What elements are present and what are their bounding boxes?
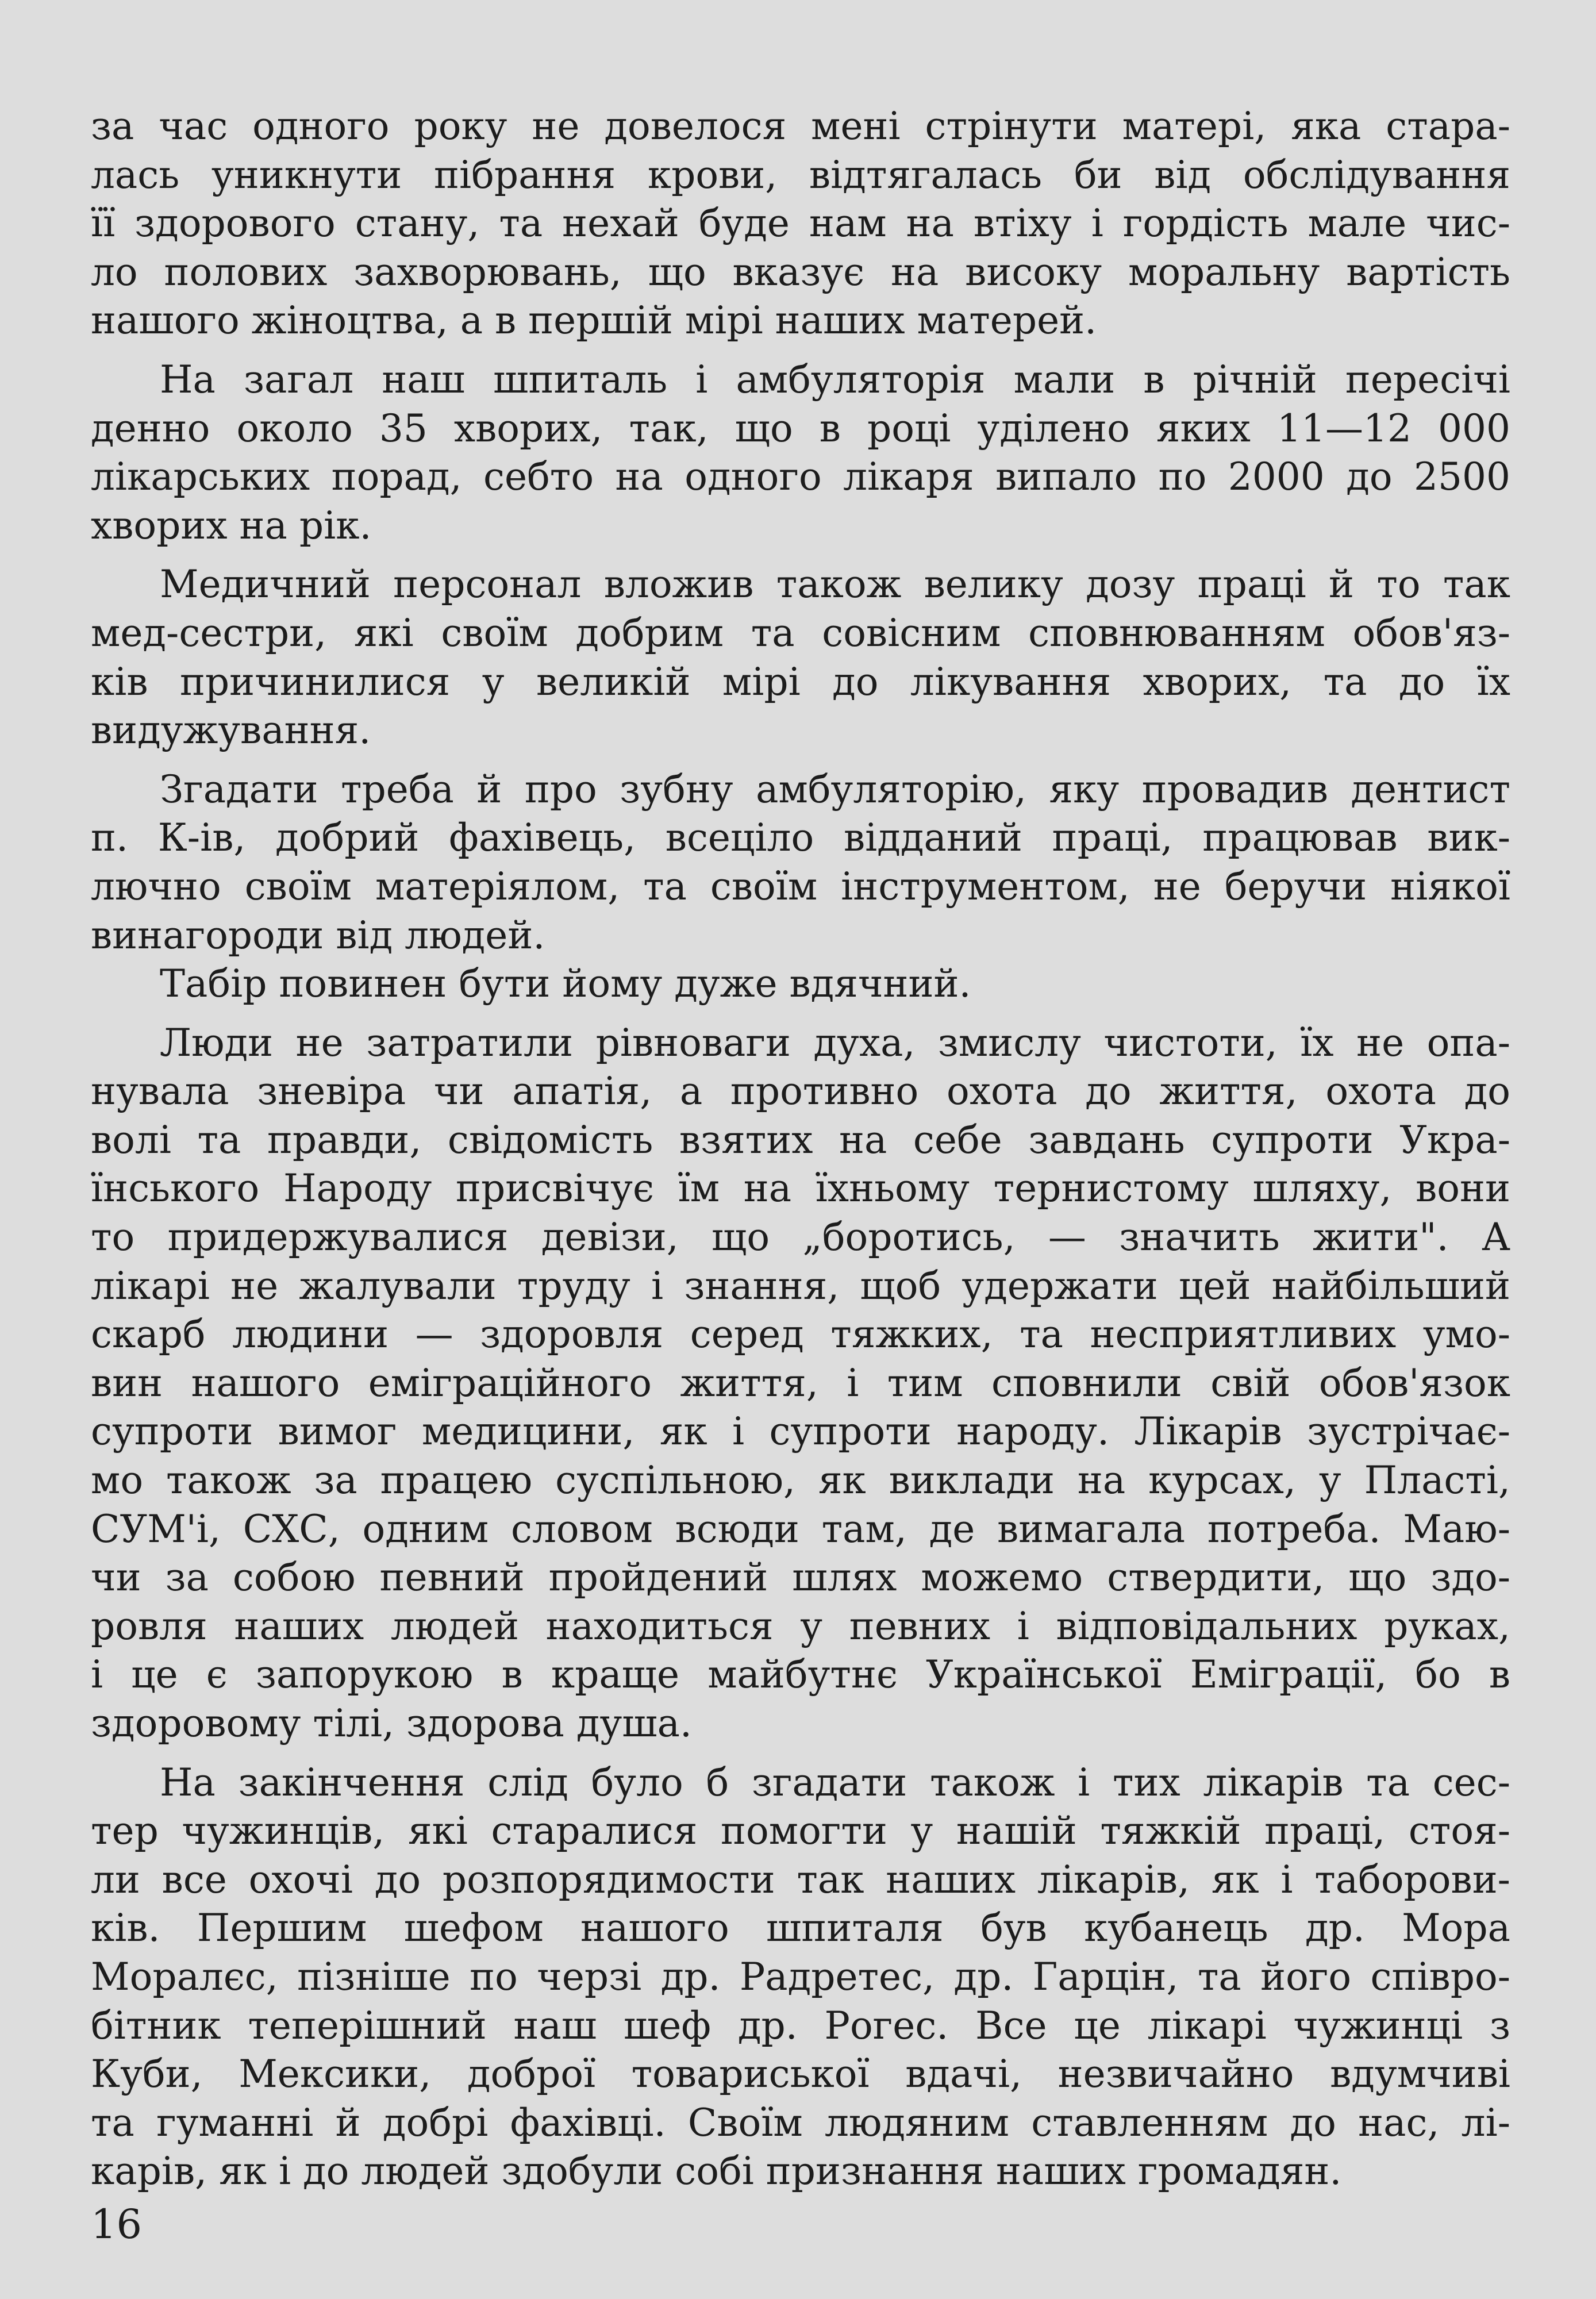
text-line: бітник теперішний наш шеф др. Рогес. Все це лікарі чужинці з: [91, 2003, 1510, 2048]
text-line: здоровому тілі, здорова душа.: [91, 1701, 693, 1746]
paragraph-4: [91, 766, 1510, 960]
text-line: Медичний персонал вложив також велику дозу праці й то так: [160, 562, 1510, 607]
text-line: Куби, Мексики, доброї товариської вдачі, незвичайно вдумчиві: [91, 2052, 1510, 2097]
paragraph-6: [91, 1019, 1510, 1748]
text-line: супроти вимог медицини, як і супроти народу. Лікарів зустрічає-: [91, 1409, 1510, 1454]
text-line: хворих на рік.: [91, 503, 372, 548]
text-line: лікарських порад, себто на одного лікаря випало по 2000 до 2500: [91, 455, 1510, 499]
paragraph-2: [91, 356, 1510, 550]
text-line: лючно своїм матеріялом, та своїм інструментом, не беручи ніякої: [91, 864, 1510, 909]
text-line: мед-сестри, які своїм добрим та совісним сповнюванням обов'яз-: [91, 610, 1510, 655]
text-line: ків причинилися у великій мірі до лікування хворих, та до їх: [91, 659, 1510, 704]
text-line: мо також за працею суспільною, як виклади на курсах, у Пласті,: [91, 1458, 1510, 1503]
paragraph-1: [91, 102, 1510, 345]
text-line: ровля наших людей находиться у певних і відповідальних руках,: [91, 1604, 1510, 1648]
text-line: Згадати треба й про зубну амбуляторію, яку провадив дентист: [160, 767, 1510, 812]
text-line: чи за собою певний пройдений шлях можемо ствердити, що здо-: [91, 1555, 1510, 1600]
text-line: СУМ'і, СХС, одним словом всюди там, де вимагала потреба. Маю-: [91, 1506, 1510, 1551]
text-line: На закінчення слід було б згадати також і тих лікарів та сес-: [160, 1760, 1510, 1805]
text-line: лікарі не жалували труду і знання, щоб удержати цей найбільший: [91, 1263, 1510, 1308]
text-line: та гуманні й добрі фахівці. Своїм людяним ставленням до нас, лі-: [91, 2100, 1510, 2145]
text-line: видужування.: [91, 708, 371, 753]
text-line: лась уникнути пібрання крови, відтягалась би від обслідування: [91, 152, 1510, 197]
text-line: тер чужинців, які старалися помогти у нашій тяжкій праці, стоя-: [91, 1809, 1510, 1854]
text-line: за час одного року не довелося мені стрінути матері, яка стара-: [91, 104, 1510, 148]
body-text: [91, 102, 1510, 2206]
text-line: ків. Першим шефом нашого шпиталя був кубанець др. Мора: [91, 1906, 1510, 1951]
text-line: винагороди від людей.: [91, 913, 545, 958]
text-line: скарб людини — здоровля серед тяжких, та несприятливих умо-: [91, 1312, 1510, 1357]
paragraph-5: [91, 960, 1510, 1009]
text-line: їнського Народу присвічує їм на їхньому тернистому шляху, вони: [91, 1166, 1510, 1211]
text-line: Табір повинен бути йому дуже вдячний.: [160, 962, 971, 1006]
text-line: нашого жіноцтва, а в першій мірі наших матерей.: [91, 298, 1097, 343]
text-line: Моралєс, пізніше по черзі др. Радретес, др. Гарцін, та його співро-: [91, 1954, 1510, 1999]
text-line: На загал наш шпиталь і амбуляторія мали в річній пересічі: [160, 357, 1510, 402]
text-line: то придержувалися девізи, що „боротись, — значить жити". А: [91, 1215, 1510, 1260]
text-line: п. К-ів, добрий фахівець, всеціло відданий праці, працював вик-: [91, 816, 1510, 860]
text-line: вин нашого еміграційного життя, і тим сповнили свій обов'язок: [91, 1360, 1510, 1405]
page-number: 16: [91, 2201, 143, 2248]
paragraph-7: [91, 1759, 1510, 2196]
paragraph-3: [91, 560, 1510, 755]
text-line: волі та правди, свідомість взятих на себе завдань супроти Укра-: [91, 1117, 1510, 1162]
text-line: її здорового стану, та нехай буде нам на втіху і гордість мале чис-: [91, 201, 1510, 246]
text-line: денно около 35 хворих, так, що в році уділено яких 11—12 000: [91, 406, 1510, 451]
text-line: і це є запорукою в краще майбутнє Української Еміграції, бо в: [91, 1652, 1510, 1697]
text-line: ло полових захворювань, що вказує на високу моральну вартість: [91, 249, 1510, 294]
text-line: карів, як і до людей здобули собі признання наших громадян.: [91, 2149, 1342, 2194]
text-line: ли все охочі до розпорядимости так наших лікарів, як і таборови-: [91, 1857, 1510, 1902]
text-line: Люди не затратили рівноваги духа, змислу чистоти, їх не опа-: [160, 1020, 1510, 1065]
text-line: нувала зневіра чи апатія, а противно охота до життя, охота до: [91, 1069, 1510, 1114]
